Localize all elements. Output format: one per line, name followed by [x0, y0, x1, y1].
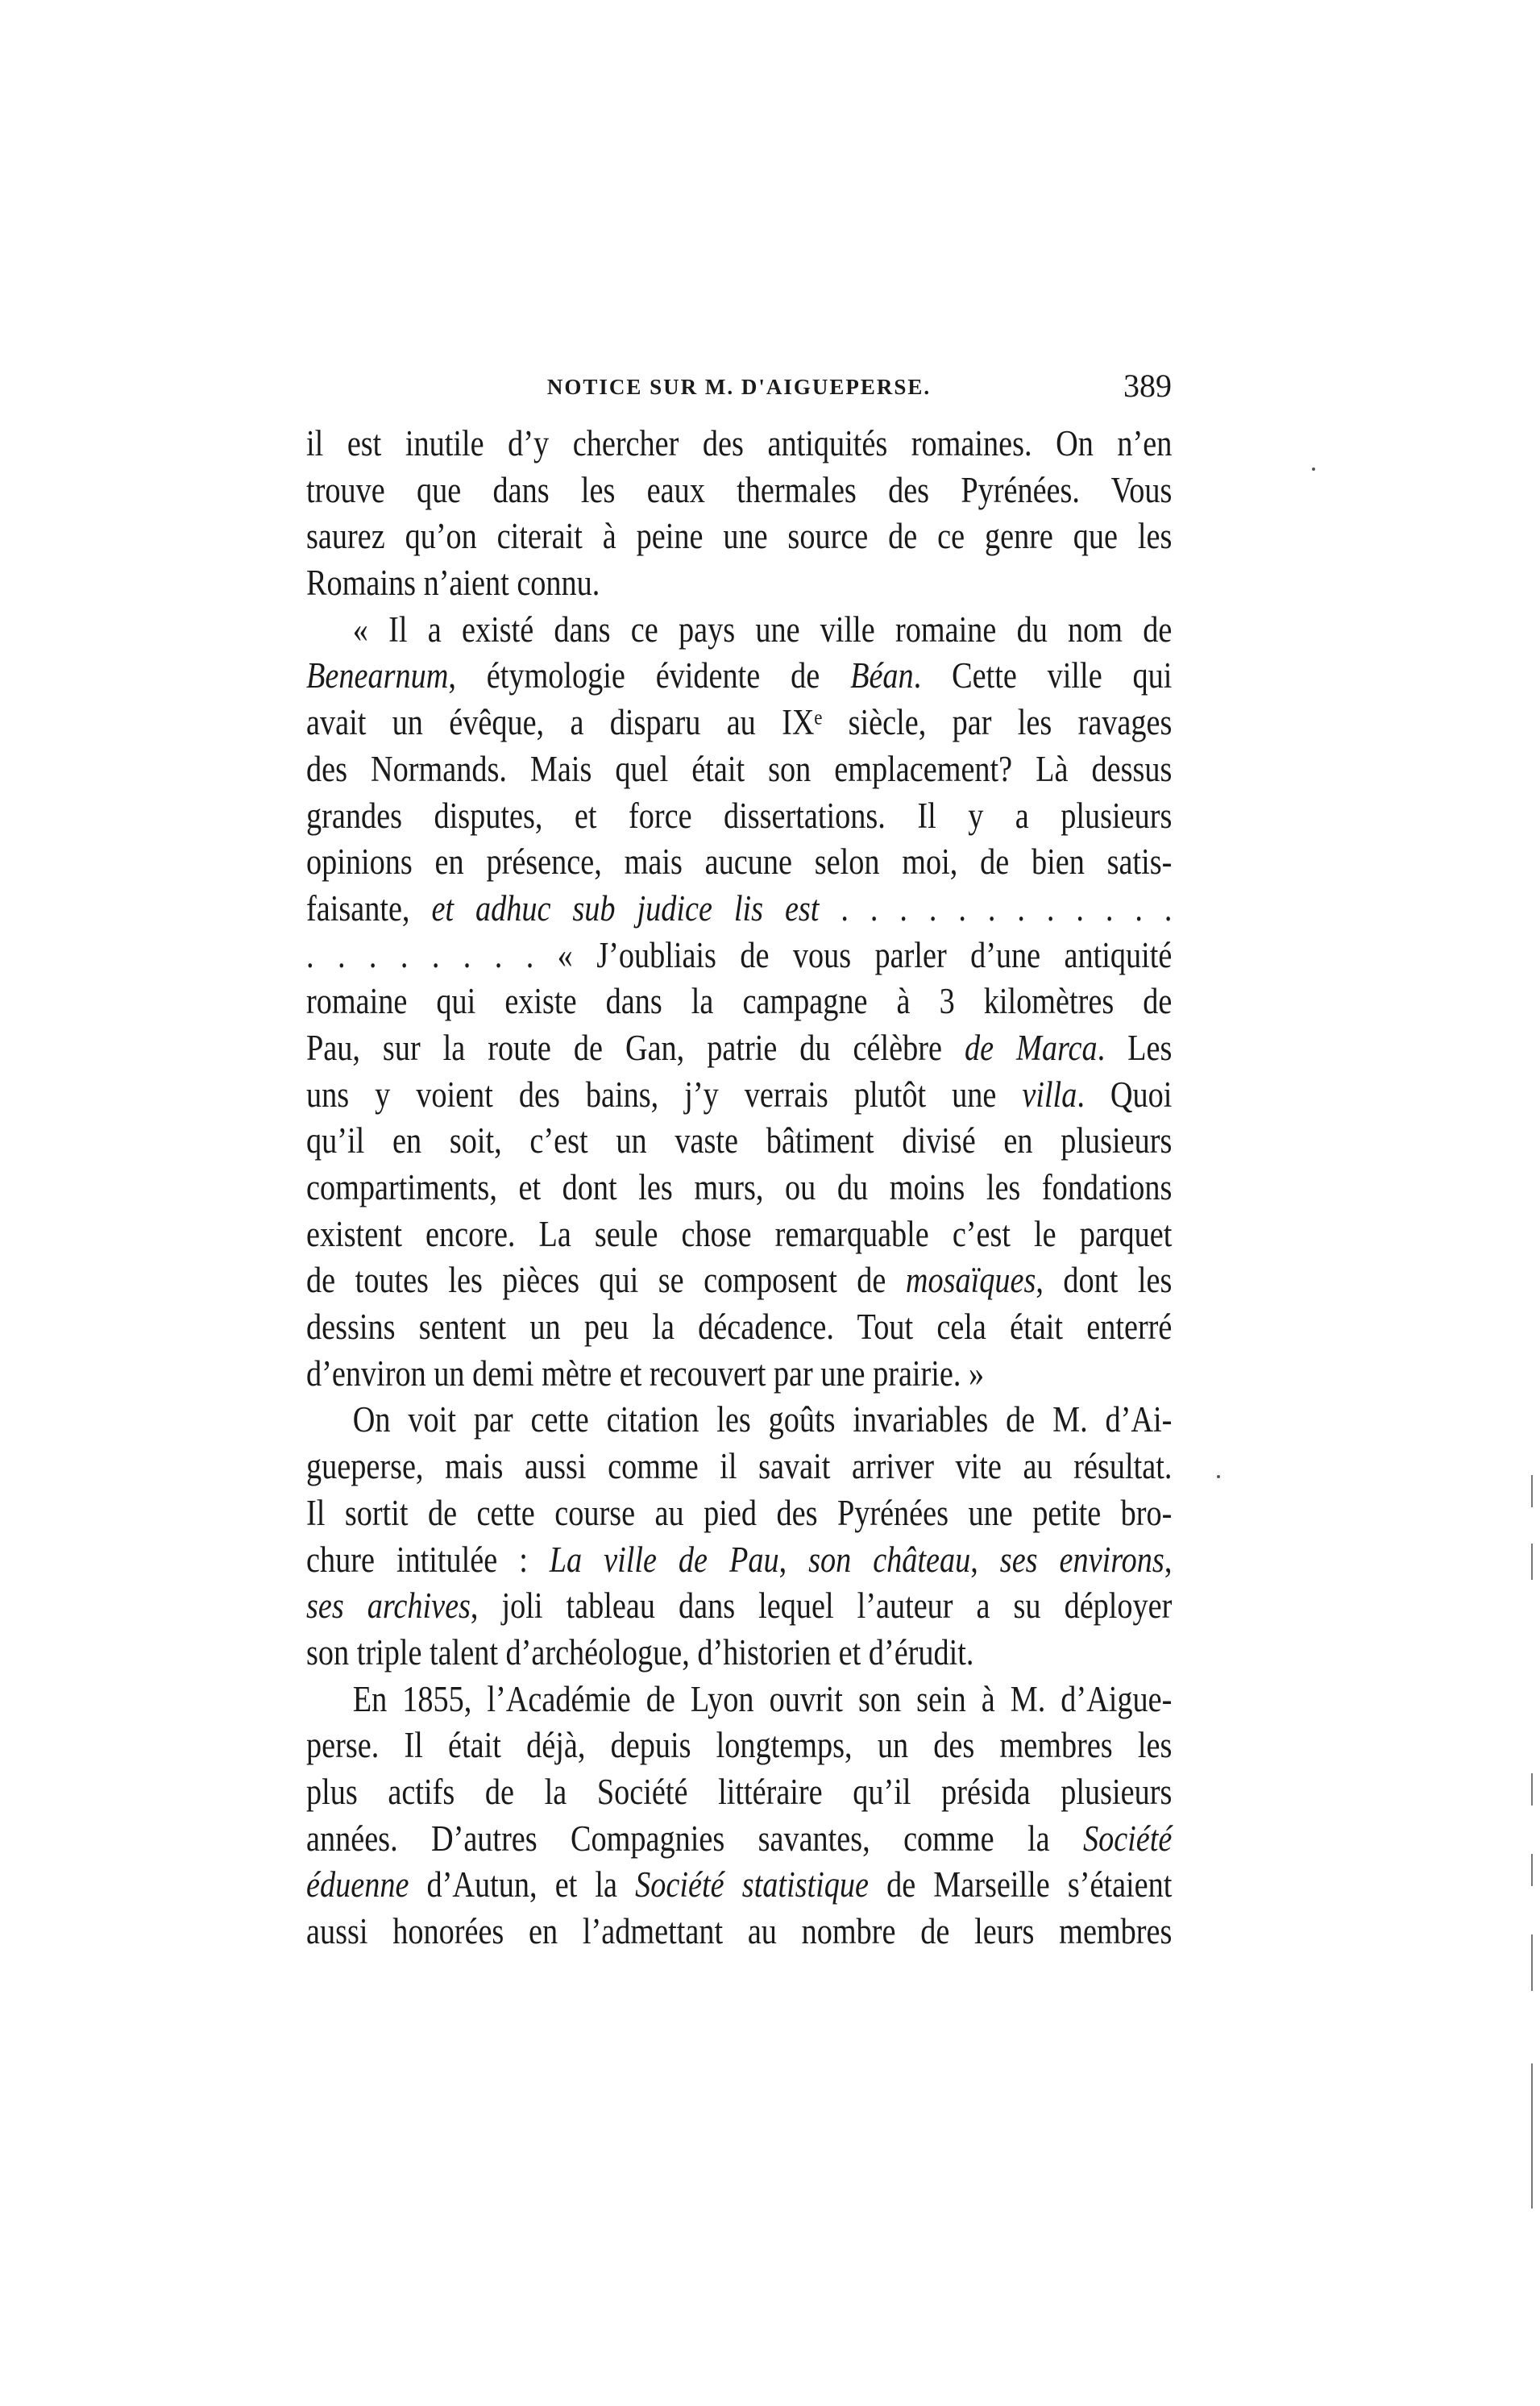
italic-text: Benearnum [306, 655, 449, 696]
page-number: 389 [1123, 368, 1172, 404]
italic-text: de Marca [964, 1027, 1098, 1068]
page-header [306, 367, 1172, 407]
text-segment: avait un évêque, a disparu au IXᵉ siècle, par les ravages [306, 702, 1173, 743]
text-segment: dessins sentent un peu la décadence. Tout cela était enterré [306, 1307, 1173, 1348]
text-segment: Pau, sur la route de Gan, patrie du célèbre [306, 1027, 965, 1068]
text-segment: . . . . . . . . . . . . [819, 887, 1173, 929]
italic-text: ses archives [306, 1585, 471, 1627]
text-segment: compartiments, et dont les murs, ou du moins les fondations [306, 1167, 1173, 1207]
text-segment: En 1855, l’Académie de Lyon ouvrit son sein à M. d’Aigue- [352, 1678, 1173, 1719]
text-segment: de toutes les pièces qui se composent de [306, 1260, 906, 1301]
italic-text: éduenne [306, 1864, 409, 1905]
scan-edge-mark [1531, 1475, 1533, 1507]
text-segment: On voit par cette citation les goûts invariables de M. d’Ai- [352, 1399, 1173, 1440]
italic-text: mosaïques [905, 1260, 1036, 1301]
text-line [306, 886, 1172, 933]
text-line [306, 513, 1172, 560]
text-segment: des Normands. Mais quel était son emplacement? Là dessus [306, 748, 1173, 789]
text-line [306, 653, 1172, 700]
text-line [306, 1304, 1172, 1351]
text-segment: romaine qui existe dans la campagne à 3 kilomètres de [306, 981, 1173, 1022]
text-segment: de Marseille s’étaient [868, 1864, 1173, 1905]
text-line [306, 1862, 1172, 1909]
text-line [306, 1769, 1172, 1816]
text-line [306, 560, 1172, 607]
text-segment: , étymologie évidente de [448, 655, 851, 696]
italic-text: son château [808, 1539, 971, 1580]
text-segment: d’environ un demi mètre et recouvert par une prairie. » [306, 1353, 985, 1394]
text-segment: perse. Il était déjà, depuis longtemps, un des membres les [306, 1725, 1173, 1766]
body-text [306, 421, 1172, 1955]
text-segment: faisante, [306, 887, 432, 929]
text-line [306, 746, 1172, 793]
text-line [306, 1072, 1172, 1119]
text-line [306, 1816, 1172, 1863]
text-line [306, 1722, 1172, 1769]
text-segment: chure intitulée : [306, 1539, 550, 1580]
text-line [306, 1444, 1172, 1490]
text-segment: Il sortit de cette course au pied des Pyrénées une petite bro- [306, 1492, 1173, 1533]
text-line [306, 1537, 1172, 1584]
text-segment: qu’il en soit, c’est un vaste bâtiment divisé en plusieurs [306, 1120, 1173, 1161]
text-line [306, 700, 1172, 746]
italic-text: ses environs [999, 1539, 1164, 1580]
scan-edge-mark [1531, 1854, 1533, 1886]
italic-text: villa [1022, 1074, 1077, 1115]
italic-text: Béan [850, 655, 914, 696]
scan-edge-mark [1531, 2063, 1533, 2209]
running-head: NOTICE SUR M. D'AIGUEPERSE. [546, 375, 932, 399]
text-segment: il est inutile d’y chercher des antiquités romaines. On n’en [306, 423, 1173, 463]
text-line [306, 1909, 1172, 1955]
text-line [306, 1351, 1172, 1398]
text-segment: , [1164, 1539, 1173, 1580]
text-segment: . Cette ville qui [913, 655, 1173, 696]
text-segment: uns y voient des bains, j’y verrais plutôt une [306, 1074, 1023, 1115]
text-segment: Romains n’aient connu. [306, 563, 600, 604]
italic-text: La ville de Pau [549, 1539, 779, 1580]
text-segment: , joli tableau dans lequel l’auteur a su déployer [470, 1585, 1173, 1627]
italic-text: Société [1082, 1818, 1173, 1859]
text-segment: . . . . . . . . « J’oubliais de vous parler d’une antiquité [306, 934, 1173, 975]
text-line [306, 1397, 1172, 1444]
text-segment: trouve que dans les eaux thermales des Pyrénées. Vous [306, 469, 1173, 510]
text-segment: . Les [1097, 1027, 1173, 1068]
text-segment: opinions en présence, mais aucune selon moi, de bien satis- [306, 841, 1173, 883]
italic-text: et adhuc sub judice lis est [431, 887, 820, 929]
text-segment: « Il a existé dans ce pays une ville romaine du nom de [352, 609, 1173, 650]
text-line [306, 1025, 1172, 1072]
text-line [306, 1165, 1172, 1211]
text-line [306, 1583, 1172, 1630]
text-line [306, 1211, 1172, 1258]
text-segment: saurez qu’on citerait à peine une source de ce genre que les [306, 516, 1173, 557]
text-line [306, 839, 1172, 886]
text-line [306, 1630, 1172, 1677]
text-segment: d’Autun, et la [409, 1864, 636, 1905]
text-segment: plus actifs de la Société littéraire qu’il présida plusieurs [306, 1771, 1173, 1812]
text-line [306, 793, 1172, 840]
text-segment: gueperse, mais aussi comme il savait arriver vite au résultat. [306, 1446, 1173, 1487]
text-segment: . Quoi [1077, 1074, 1173, 1115]
text-line [306, 1257, 1172, 1304]
scan-speck [1217, 1475, 1220, 1478]
text-line [306, 1118, 1172, 1165]
text-line [306, 1677, 1172, 1723]
text-segment: , dont les [1036, 1260, 1173, 1301]
text-segment: existent encore. La seule chose remarquable c’est le parquet [306, 1213, 1173, 1254]
text-segment: grandes disputes, et force dissertations. Il y a plusieurs [306, 795, 1173, 836]
text-segment: aussi honorées en l’admettant au nombre de leurs membres [306, 1911, 1173, 1951]
text-line [306, 1490, 1172, 1537]
text-segment: , [778, 1539, 809, 1580]
text-segment: son triple talent d’archéologue, d’historien et d’érudit. [306, 1631, 974, 1673]
scan-speck [1312, 467, 1315, 471]
text-line [306, 933, 1172, 979]
text-segment: , [970, 1539, 1000, 1580]
text-segment: années. D’autres Compagnies savantes, comme la [306, 1818, 1083, 1859]
scan-edge-mark [1531, 1773, 1533, 1806]
italic-text: Société statistique [635, 1864, 869, 1905]
text-line [306, 979, 1172, 1025]
text-line [306, 607, 1172, 654]
text-line [306, 467, 1172, 514]
scan-edge-mark [1531, 1544, 1533, 1580]
text-line [306, 421, 1172, 467]
scan-edge-mark [1531, 1934, 1533, 1991]
